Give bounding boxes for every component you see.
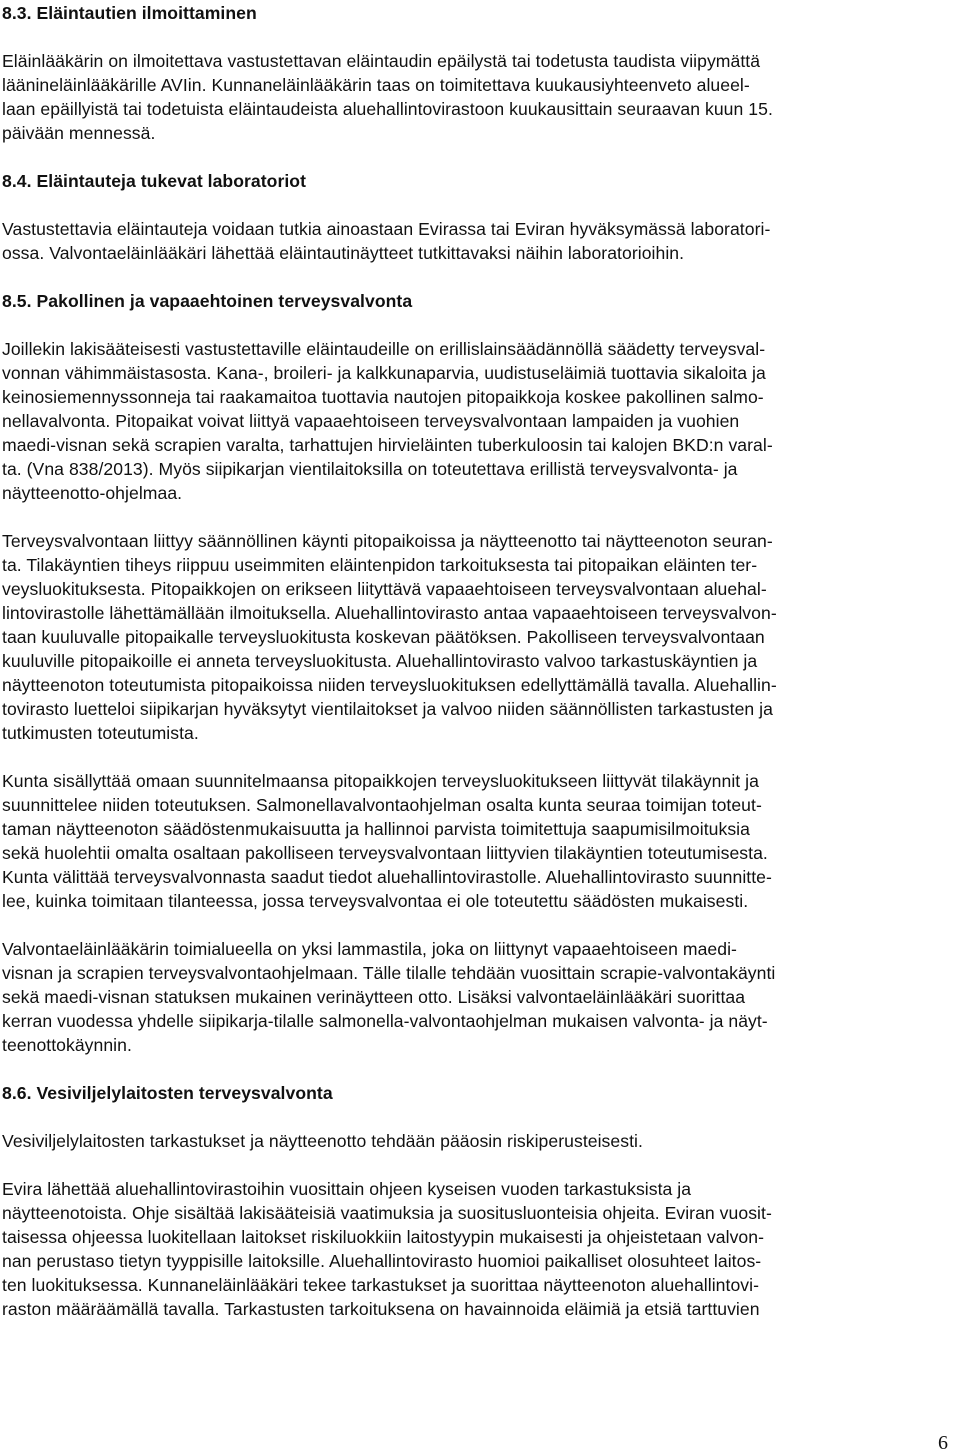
text-line: tovirasto luetteloi siipikarjan hyväksytyt vientilaitokset ja valvoo niiden säännöllisten tarkastusten ja xyxy=(2,699,773,719)
section-heading: 8.4. Eläintauteja tukevat laboratoriot xyxy=(2,171,307,191)
text-line: visnan ja scrapien terveysvalvontaohjelmaan. Tälle tilalle tehdään vuosittain scrapie-valvontakäynti xyxy=(2,963,776,983)
text-line: veysluokituksesta. Pitopaikkojen on erikseen liityttävä vapaaehtoiseen terveysvalvontaan aluehal- xyxy=(2,579,767,599)
text-line: Eläinlääkärin on ilmoitettava vastustettavan eläintaudin epäilystä tai todetusta taudista viipymättä xyxy=(2,51,761,71)
section-heading: 8.6. Vesiviljelylaitosten terveysvalvonta xyxy=(2,1083,333,1103)
text-line: taisessa ohjeessa luokitellaan laitokset riskiluokkiin laitostyypin mukaisesti ja ohjeistetaan valvon- xyxy=(2,1227,765,1247)
text-line: näytteenotoista. Ohje sisältää lakisääteisiä vaatimuksia ja suositusluonteisia ohjeita. Eviran vuosit- xyxy=(2,1203,772,1223)
text-line: kerran vuodessa yhdelle siipikarja-tilalle salmonella-valvontaohjelman mukaisen valvonta- ja näyt- xyxy=(2,1011,768,1031)
text-line: taman näytteenoton säädöstenmukaisuutta ja hallinnoi parvista toimitettuja saapumisilmoituksia xyxy=(2,819,750,839)
text-line: suunnittelee niiden toteutuksen. Salmonellavalvontaohjelman osalta kunta seuraa toimijan toteut- xyxy=(2,795,762,815)
text-line: ta. (Vna 838/2013). Myös siipikarjan vientilaitoksilla on toteutettava erillistä terveysvalvonta- ja xyxy=(2,459,738,479)
text-line: laan epäillyistä tai todetuista eläintaudeista aluehallintovirastoon kuukausittain seuraavan kuun 15. xyxy=(2,99,773,119)
text-line: sekä huolehtii omalta osaltaan pakolliseen terveysvalvontaan liittyvien tilakäyntien toteutumisesta. xyxy=(2,843,768,863)
text-line: lintovirastolle lähettämällään ilmoituksella. Aluehallintovirasto antaa vapaaehtoiseen terveysvalvon- xyxy=(2,603,777,623)
text-line: kuuluville pitopaikoille ei anneta terveysluokitusta. Aluehallintovirasto valvoo tarkastuskäyntien ja xyxy=(2,651,758,671)
section-heading: 8.5. Pakollinen ja vapaaehtoinen terveysvalvonta xyxy=(2,291,413,311)
text-line: nan perustaso tietyn tyyppisille laitoksille. Aluehallintovirasto huomioi paikalliset olosuhteet laitos- xyxy=(2,1251,762,1271)
text-line: nellavalvonta. Pitopaikat voivat liittyä vapaaehtoiseen terveysvalvontaan lampaiden ja vuohien xyxy=(2,411,740,431)
text-line: taan kuuluvalle pitopaikalle terveysluokitusta koskevan päätöksen. Pakolliseen terveysvalvontaan xyxy=(2,627,765,647)
text-line: Evira lähettää aluehallintovirastoihin vuosittain ohjeen kyseisen vuoden tarkastuksista ja xyxy=(2,1179,692,1199)
text-line: näytteenoton toteutumista pitopaikoissa niiden terveysluokituksen edellyttämällä tavalla. Aluehallin- xyxy=(2,675,777,695)
text-line: Vesiviljelylaitosten tarkastukset ja näytteenotto tehdään pääosin riskiperusteisesti. xyxy=(2,1131,643,1151)
section-heading: 8.3. Eläintautien ilmoittaminen xyxy=(2,3,257,23)
text-line: Joillekin lakisääteisesti vastustettaville eläintaudeille on erillislainsäädännöllä säädetty terveysval- xyxy=(2,339,766,359)
text-line: Valvontaeläinlääkärin toimialueella on yksi lammastila, joka on liittynyt vapaaehtoiseen maedi- xyxy=(2,939,737,959)
text-line: keinosiemennyssonneja tai raakamaitoa tuottavia nautojen pitopaikkoja koskee pakollinen salmo- xyxy=(2,387,764,407)
text-line: Kunta välittää terveysvalvonnasta saadut tiedot aluehallintovirastolle. Aluehallintovirasto suunnitte- xyxy=(2,867,772,887)
text-line: raston määräämällä tavalla. Tarkastusten tarkoituksena on havainnoida eläimiä ja etsiä tarttuvien xyxy=(2,1299,760,1319)
text-line: Terveysvalvontaan liittyy säännöllinen käynti pitopaikoissa ja näytteenotto tai näytteenoton seuran- xyxy=(2,531,773,551)
text-line: läänineläinlääkärille AVIin. Kunnaneläinlääkärin taas on toimitettava kuukausiyhteenveto alueel- xyxy=(2,75,750,95)
text-line: Kunta sisällyttää omaan suunnitelmaansa pitopaikkojen terveysluokitukseen liittyvät tilakäynnit ja xyxy=(2,771,759,791)
text-line: tutkimusten toteutumista. xyxy=(2,723,199,743)
text-line: ten luokituksessa. Kunnaneläinlääkäri tekee tarkastukset ja suorittaa näytteenoton aluehallintovi- xyxy=(2,1275,760,1295)
text-line: teenottokäynnin. xyxy=(2,1035,132,1055)
text-line: ossa. Valvontaeläinlääkäri lähettää eläintautinäytteet tutkittavaksi näihin laboratorioihin. xyxy=(2,243,685,263)
page-number: 6 xyxy=(938,1432,948,1454)
text-line: päivään mennessä. xyxy=(2,123,156,143)
text-line: sekä maedi-visnan statuksen mukainen verinäytteen otto. Lisäksi valvontaeläinlääkäri suorittaa xyxy=(2,987,746,1007)
text-line: vonnan vähimmäistasosta. Kana-, broileri- ja kalkkunaparvia, uudistuseläimiä tuottavia sikaloita ja xyxy=(2,363,766,383)
text-line: ta. Tilakäyntien tiheys riippuu useimmiten eläintenpidon tarkoituksesta tai pitopaikan eläinten ter- xyxy=(2,555,758,575)
text-line: näytteenotto-ohjelmaa. xyxy=(2,483,183,503)
text-line: maedi-visnan sekä scrapien varalta, tarhattujen hirvieläinten tuberkuloosin tai kalojen BKD:n varal- xyxy=(2,435,773,455)
text-line: lee, kuinka toimitaan tilanteessa, jossa terveysvalvontaa ei ole toteutettu säädösten mukaisesti. xyxy=(2,891,749,911)
text-line: Vastustettavia eläintauteja voidaan tutkia ainoastaan Evirassa tai Eviran hyväksymässä laboratori- xyxy=(2,219,771,239)
